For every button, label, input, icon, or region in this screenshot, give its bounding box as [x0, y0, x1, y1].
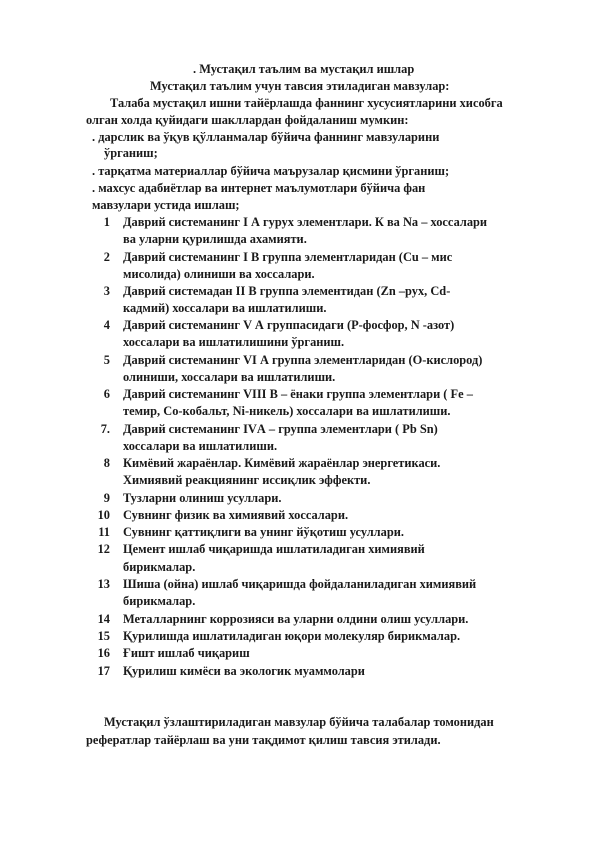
topic-number: 5 [103, 353, 110, 367]
closing-line-1: Мустақил ўзлаштириладиган мавзулар бўйича талабалар томонидан [104, 715, 494, 729]
topic-line: кадмий) хоссалари ва ишлатилиши. [123, 301, 327, 315]
topic-number: 10 [97, 508, 110, 522]
topic-line: Ғишт ишлаб чиқариш [123, 646, 250, 660]
topic-line: Кимёвий жараёнлар. Кимёвий жараёнлар энергетикаси. [123, 456, 441, 470]
topic-line: Сувнинг қаттиқлиги ва унинг йўқотиш усуллари. [123, 525, 404, 539]
section-heading: . Мустақил таълим ва мустақил ишлар [193, 62, 415, 76]
topic-line: хоссалари ва ишлатилишини ўрганиш. [123, 335, 345, 349]
topic-number: 4 [103, 318, 110, 332]
topic-number: 6 [103, 387, 110, 401]
intro-line-2: олган холда қуйидаги шакллардан фойдаланиш мумкин: [86, 113, 409, 127]
topic-number: 9 [103, 491, 110, 505]
topic-line: темир, Со-кобальт, Ni-никель) хоссалари ва ишлатилиши. [123, 404, 451, 418]
topic-number: 16 [97, 646, 110, 660]
topic-line: хоссалари ва ишлатилиши. [123, 439, 278, 453]
topic-line: Даврий системадан II В группа элементидан (Zn –рух, Cd- [123, 284, 451, 298]
intro-line-1: Талаба мустақил ишни тайёрлашда фаннинг хусусиятларини хисобга [110, 96, 503, 110]
topic-line: Сувнинг физик ва химиявий хоссалари. [123, 508, 349, 522]
topic-line: Шиша (ойна) ишлаб чиқаришда фойдаланиладиган химиявий [123, 577, 477, 591]
topic-line: Цемент ишлаб чиқаришда ишлатиладиган химиявий [123, 542, 425, 556]
topic-number: 17 [97, 664, 110, 678]
form-item-3-line-2: мавзулари устида ишлаш; [92, 198, 240, 212]
topic-line: Химиявий реакциянинг иссиқлик эффекти. [123, 473, 371, 487]
form-item-1-line-1: . дарслик ва ўқув қўлланмалар бўйича фаннинг мавзуларини [92, 130, 440, 144]
topic-line: Тузларни олиниш усуллари. [123, 491, 282, 505]
topic-number: 13 [97, 577, 110, 591]
topic-line: Даврий системанинг I А гурух элементлари. К ва Na – хоссалари [123, 215, 488, 229]
section-subheading: Мустақил таълим учун тавсия этиладиган мавзулар: [150, 79, 450, 93]
topic-line: бирикмалар. [123, 594, 196, 608]
topic-number: 1 [103, 215, 110, 229]
topic-line: ва уларни қурилишда ахамияти. [123, 232, 307, 246]
topic-number: 11 [98, 525, 110, 539]
topic-line: бирикмалар. [123, 560, 196, 574]
topic-line: олиниши, хоссалари ва ишлатилиши. [123, 370, 336, 384]
topic-number: 8 [103, 456, 110, 470]
topic-line: Даврий системанинг V А группасидаги (Р-фосфор, N -азот) [123, 318, 455, 332]
topic-number: 14 [97, 612, 110, 626]
form-item-1-line-2: ўрганиш; [104, 146, 158, 160]
topic-line: Даврий системанинг I В группа элементларидан (Cu – мис [123, 250, 453, 264]
topic-number: 12 [97, 542, 110, 556]
form-item-2-line-1: . тарқатма материаллар бўйича маърузалар қисмини ўрганиш; [92, 164, 450, 178]
topic-number: 7. [100, 422, 110, 436]
topic-line: Қурилишда ишлатиладиган юқори молекуляр бирикмалар. [123, 629, 461, 643]
topic-line: Металларнинг коррозияси ва уларни олдини олиш усуллари. [123, 612, 469, 626]
closing-line-2: рефератлар тайёрлаш ва уни тақдимот қилиш тавсия этилади. [86, 733, 441, 747]
topic-line: Даврий системанинг VIII В – ёнаки группа элементлари ( Fe – [123, 387, 473, 401]
topic-number: 2 [103, 250, 110, 264]
topic-number: 3 [103, 284, 110, 298]
form-item-3-line-1: . махсус адабиётлар ва интернет маълумотлари бўйича фан [92, 181, 426, 195]
topic-line: Даврий системанинг VI А группа элементларидан (О-кислород) [123, 353, 483, 367]
topic-line: Даврий системанинг IVА – группа элементлари ( Pb Sn) [123, 422, 438, 436]
topic-number: 15 [97, 629, 110, 643]
topic-line: Қурилиш кимёси ва экологик муаммолари [123, 664, 365, 678]
topic-line: мисолида) олиниши ва хоссалари. [123, 267, 315, 281]
